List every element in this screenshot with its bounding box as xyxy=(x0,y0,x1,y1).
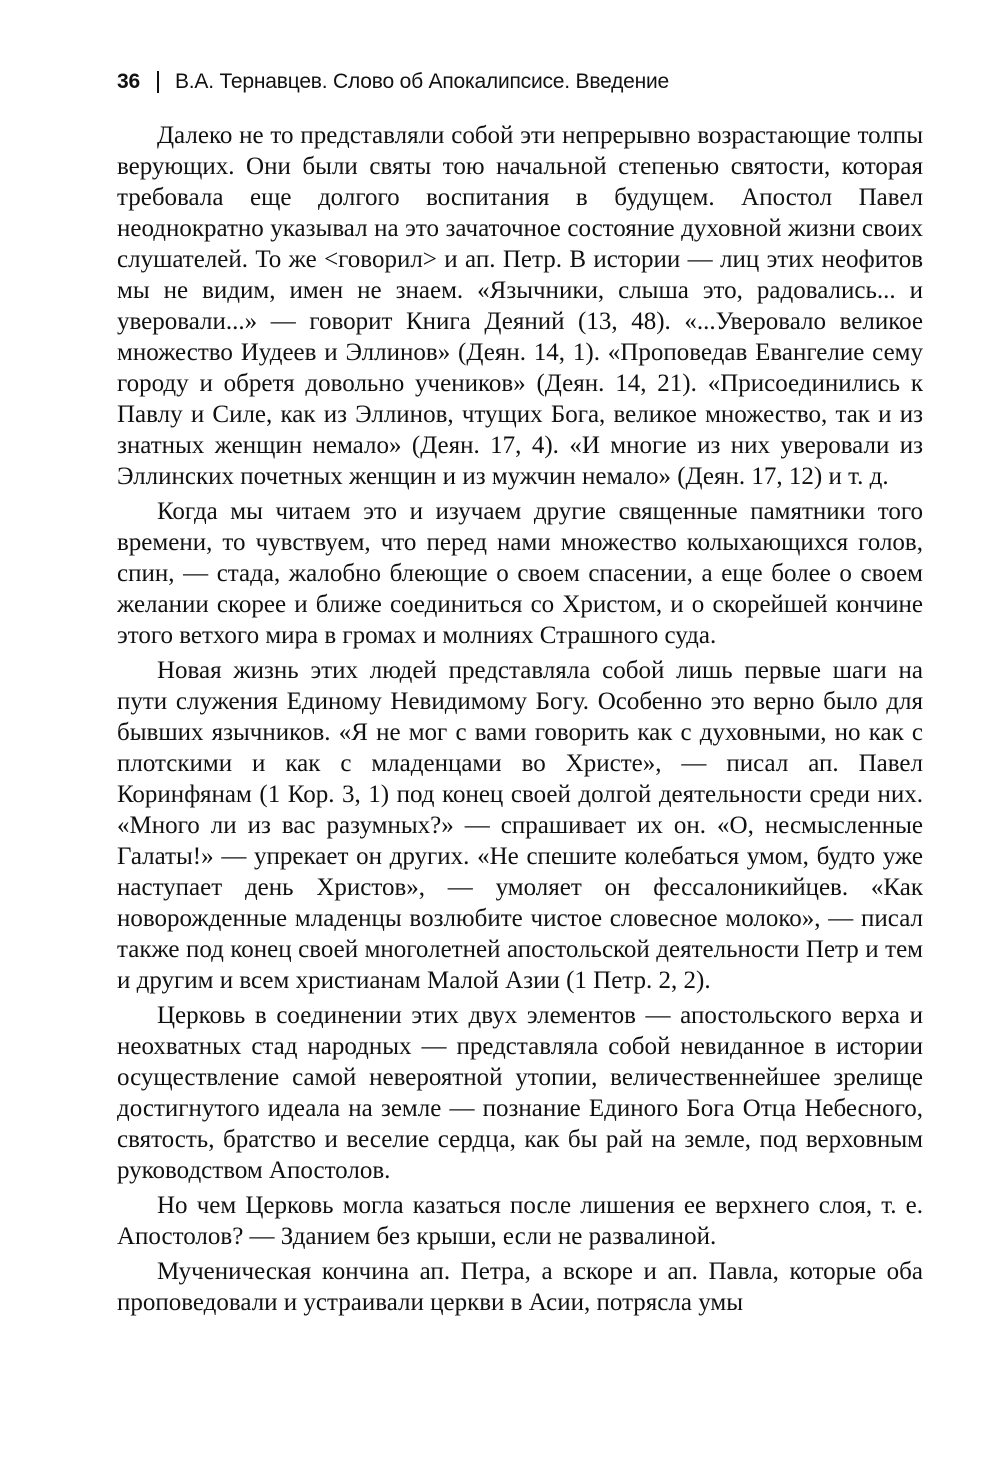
paragraph: Когда мы читаем это и изучаем другие священные памятники того времени, то чувствуем, что перед нами множество колыхающихся голов, спин, — стада, жалобно блеющие о своем спасении, а еще более о своем желании скорее и ближе соединиться со Христом, и о скорейшей кончине этого ветхого мира в громах и молниях Страшного суда. xyxy=(117,498,923,649)
paragraph: Церковь в соединении этих двух элементов — апостольского верха и неохватных стад народных — представляла собой невиданное в истории осуществление самой невероятной утопии, величественнейшее зрелище достигнутого идеала на земле — познание Единого Бога Отца Небесного, святость, братство и веселие сердца, как бы рай на земле, под верховным руководством Апостолов. xyxy=(117,1002,923,1184)
page-number: 36 xyxy=(117,70,140,93)
header-divider xyxy=(157,71,159,93)
paragraph: Новая жизнь этих людей представляла собой лишь первые шаги на пути служения Единому Невидимому Богу. Особенно это верно было для бывших язычников. «Я не мог с вами говорить как с духовными, но как с плотскими и как с младенцами во Христе», — писал ап. Павел Коринфянам (1 Кор. 3, 1) под конец своей долгой деятельности среди них. «Много ли из вас разумных?» — спрашивает их он. «О, несмысленные Галаты!» — упрекает он других. «Не спешите колебаться умом, будто уже наступает день Христов», — умоляет он фессалоникийцев. «Как новорожденные младенцы возлюбите чистое словесное молоко», — писал также под конец своей многолетней апостольской деятельности Петр и тем и другим и всем христианам Малой Азии (1 Петр. 2, 2). xyxy=(117,657,923,994)
paragraph: Но чем Церковь могла казаться после лишения ее верхнего слоя, т. е. Апостолов? — Зданием без крыши, если не развалиной. xyxy=(117,1192,923,1250)
paragraph: Мученическая кончина ап. Петра, а вскоре и ап. Павла, которые оба проповедовали и устраивали церкви в Асии, потрясла умы xyxy=(117,1258,923,1316)
running-title: В.А. Тернавцев. Слово об Апокалипсисе. Введение xyxy=(174,70,670,93)
paragraph: Далеко не то представляли собой эти непрерывно возрастающие толпы верующих. Они были святы тою начальной степенью святости, которая требовала еще долгого воспитания в будущем. Апостол Павел неоднократно указывал на это зачаточное состояние духовной жизни своих слушателей. То же <говорил> и ап. Петр. В истории — лиц этих неофитов мы не видим, имен не знаем. «Язычники, слыша это, радовались... и уверовали...» — говорит Книга Деяний (13, 48). «...Уверовало великое множество Иудеев и Эллинов» (Деян. 14, 1). «Проповедав Евангелие сему городу и обретя довольно учеников» (Деян. 14, 21). «Присоединились к Павлу и Силе, как из Эллинов, чтущих Бога, великое множество, так и из знатных женщин немало» (Деян. 17, 4). «И многие из них уверовали из Эллинских почетных женщин и из мужчин немало» (Деян. 17, 12) и т. д. xyxy=(117,122,923,490)
body-text xyxy=(117,120,923,1322)
running-head xyxy=(117,62,669,102)
